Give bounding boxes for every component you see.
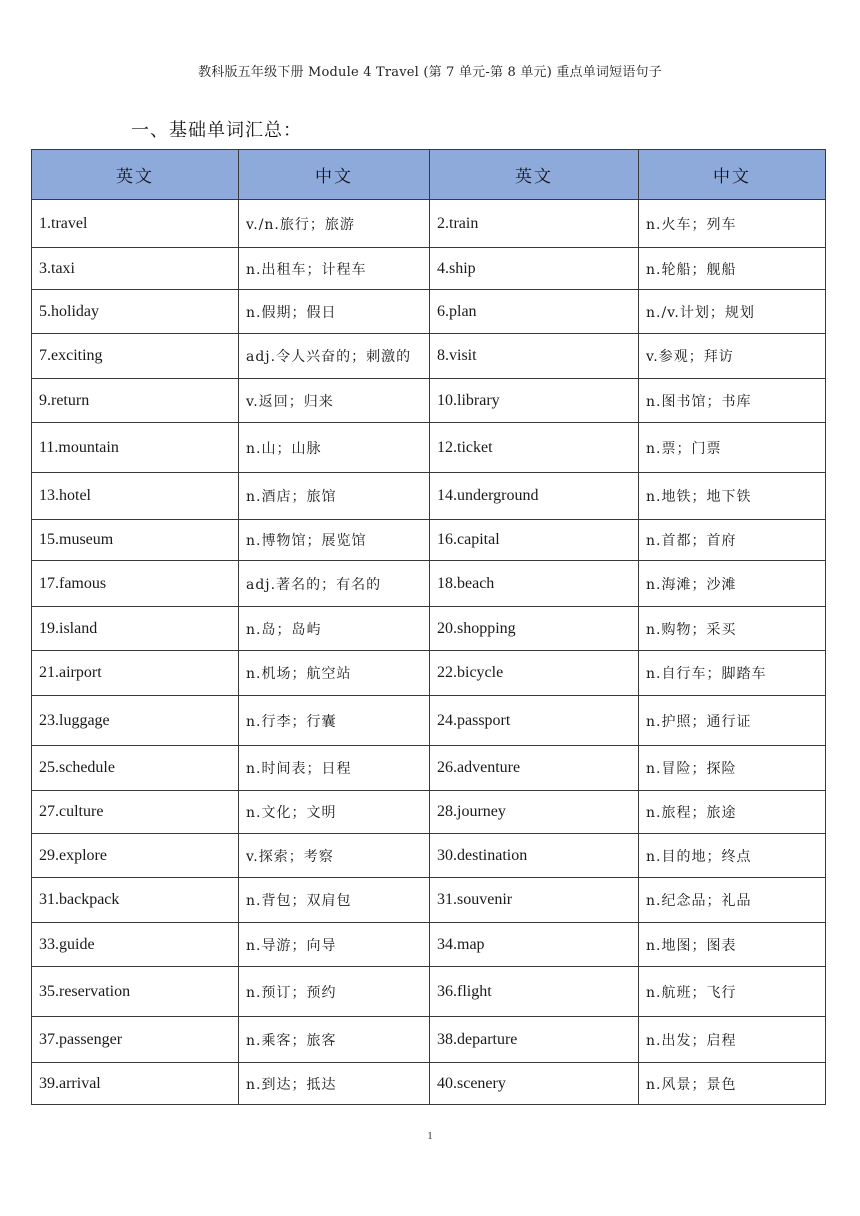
word-english: 21.airport [32,651,239,696]
word-chinese: n.出租车；计程车 [239,248,430,290]
word-english: 17.famous [32,561,239,607]
word-chinese: n.购物；采买 [639,607,826,651]
word-english: 35.reservation [32,967,239,1017]
table-row [32,1063,826,1105]
table-row [32,561,826,607]
word-chinese: n.火车；列车 [639,200,826,248]
word-english: 23.luggage [32,696,239,746]
word-english: 34.map [430,923,639,967]
word-english: 12.ticket [430,423,639,473]
word-english: 7.exciting [32,334,239,379]
word-english: 3.taxi [32,248,239,290]
word-chinese: n.到达；抵达 [239,1063,430,1105]
word-chinese: n.时间表；日程 [239,746,430,791]
word-english: 22.bicycle [430,651,639,696]
word-english: 20.shopping [430,607,639,651]
word-english: 16.capital [430,520,639,561]
word-chinese: n.航班；飞行 [639,967,826,1017]
word-chinese: adj.令人兴奋的；刺激的 [239,334,430,379]
word-english: 10.library [430,379,639,423]
word-chinese: n.博物馆；展览馆 [239,520,430,561]
table-row [32,473,826,520]
vocabulary-table [31,149,826,1105]
table-row [32,379,826,423]
table-row [32,248,826,290]
word-english: 31.backpack [32,878,239,923]
header-english-1: 英文 [32,150,239,200]
header-english-2: 英文 [430,150,639,200]
word-english: 9.return [32,379,239,423]
table-row [32,520,826,561]
table-row [32,1017,826,1063]
word-chinese: n.机场；航空站 [239,651,430,696]
word-english: 39.arrival [32,1063,239,1105]
word-english: 11.mountain [32,423,239,473]
word-english: 8.visit [430,334,639,379]
word-chinese: n./v.计划；规划 [639,290,826,334]
word-chinese: n.岛；岛屿 [239,607,430,651]
word-english: 19.island [32,607,239,651]
word-english: 40.scenery [430,1063,639,1105]
table-row [32,878,826,923]
table-row [32,746,826,791]
word-chinese: n.票；门票 [639,423,826,473]
word-english: 37.passenger [32,1017,239,1063]
word-english: 18.beach [430,561,639,607]
word-chinese: n.酒店；旅馆 [239,473,430,520]
word-chinese: n.自行车；脚踏车 [639,651,826,696]
table-row [32,423,826,473]
word-english: 36.flight [430,967,639,1017]
word-chinese: n.出发；启程 [639,1017,826,1063]
word-chinese: adj.著名的；有名的 [239,561,430,607]
word-chinese: v./n.旅行；旅游 [239,200,430,248]
word-chinese: n.地铁；地下铁 [639,473,826,520]
table-row [32,967,826,1017]
word-english: 26.adventure [430,746,639,791]
section-title: 一、基础单词汇总： [131,120,302,141]
word-chinese: n.行李；行囊 [239,696,430,746]
word-english: 31.souvenir [430,878,639,923]
word-chinese: n.乘客；旅客 [239,1017,430,1063]
word-chinese: n.首都；首府 [639,520,826,561]
header-chinese-1: 中文 [239,150,430,200]
table-row [32,651,826,696]
table-header-row [32,150,826,200]
word-chinese: n.文化；文明 [239,791,430,834]
word-english: 30.destination [430,834,639,878]
table-row [32,290,826,334]
page-header: 教科版五年级下册 Module 4 Travel (第 7 单元-第 8 单元) 重点单词短语句子 [198,65,662,80]
word-chinese: n.冒险；探险 [639,746,826,791]
word-english: 38.departure [430,1017,639,1063]
word-english: 5.holiday [32,290,239,334]
word-chinese: n.风景；景色 [639,1063,826,1105]
word-english: 29.explore [32,834,239,878]
word-chinese: n.假期；假日 [239,290,430,334]
word-chinese: n.纪念品；礼品 [639,878,826,923]
table-row [32,923,826,967]
word-english: 24.passport [430,696,639,746]
word-english: 1.travel [32,200,239,248]
word-english: 2.train [430,200,639,248]
word-chinese: v.返回；归来 [239,379,430,423]
word-english: 27.culture [32,791,239,834]
word-chinese: n.山；山脉 [239,423,430,473]
word-chinese: n.目的地；终点 [639,834,826,878]
word-english: 33.guide [32,923,239,967]
word-chinese: n.海滩；沙滩 [639,561,826,607]
word-chinese: n.背包；双肩包 [239,878,430,923]
page-number: 1 [427,1130,433,1142]
table-row [32,834,826,878]
word-chinese: n.导游；向导 [239,923,430,967]
word-chinese: n.轮船；舰船 [639,248,826,290]
word-english: 4.ship [430,248,639,290]
word-chinese: n.地图；图表 [639,923,826,967]
word-english: 6.plan [430,290,639,334]
table-row [32,696,826,746]
word-chinese: n.图书馆；书库 [639,379,826,423]
word-chinese: n.预订；预约 [239,967,430,1017]
word-chinese: n.护照；通行证 [639,696,826,746]
word-english: 25.schedule [32,746,239,791]
header-chinese-2: 中文 [639,150,826,200]
word-english: 14.underground [430,473,639,520]
word-english: 13.hotel [32,473,239,520]
word-english: 28.journey [430,791,639,834]
word-english: 15.museum [32,520,239,561]
table-row [32,334,826,379]
word-chinese: n.旅程；旅途 [639,791,826,834]
table-row [32,200,826,248]
word-chinese: v.参观；拜访 [639,334,826,379]
vocabulary-table-body [32,200,826,1105]
table-row [32,607,826,651]
table-row [32,791,826,834]
word-chinese: v.探索；考察 [239,834,430,878]
